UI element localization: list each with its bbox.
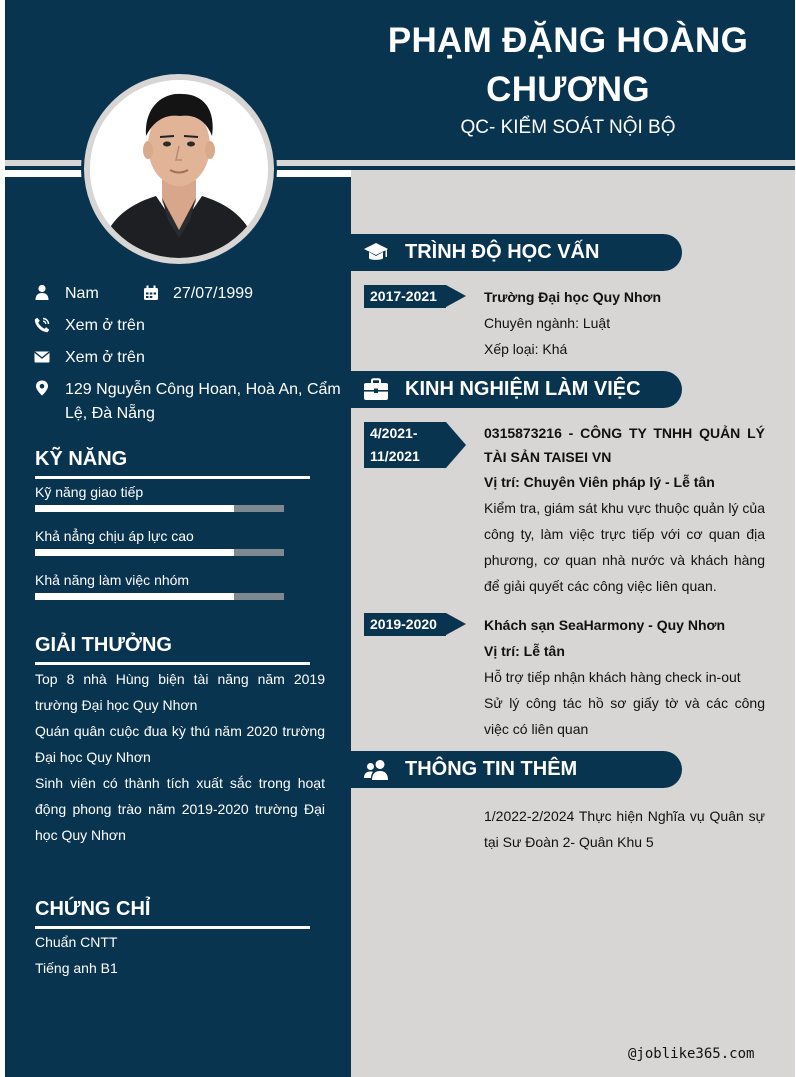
date-tag-arrow: [446, 285, 466, 307]
education-header: [351, 234, 682, 271]
certificate-item: Tiếng anh B1: [35, 960, 118, 976]
job-description: Kiểm tra, giám sát khu vực thuộc quản lý của công ty, làm việc trực tiếp với cơ quan địa phương, cơ quan nhà nước và khách hàng để giải quyết các công việc liên quan.: [484, 500, 765, 594]
date-tag-arrow: [446, 422, 466, 468]
award-item: Sinh viên có thành tích xuất sắc trong hoạt động phong trào năm 2019-2020 trường Đại học Quy Nhơn: [35, 775, 325, 843]
candidate-name: [370, 16, 766, 114]
award-item: Top 8 nhà Hùng biện tài năng năm 2019 trường Đại học Quy Nhơn: [35, 671, 325, 713]
experience-header: [351, 371, 682, 408]
certificates-list: [35, 929, 325, 981]
email-value: Xem ở trên: [65, 349, 145, 366]
job-date: 2019-2020: [364, 613, 446, 636]
users-icon: [363, 758, 389, 782]
address-value: [65, 378, 345, 426]
calendar-icon: [143, 285, 159, 301]
job-entry: [484, 421, 765, 599]
skill-label: Kỹ năng giao tiếp: [35, 484, 144, 500]
job-date: [364, 422, 446, 468]
job-entry: [484, 612, 765, 742]
skill-label: Khả nẳng chịu áp lực cao: [35, 528, 194, 544]
address-line-2: Lệ, Đà Nẵng: [65, 405, 155, 422]
date-tag-arrow: [446, 613, 466, 635]
address-line-1: 129 Nguyễn Công Hoan, Hoà An, Cẩm: [65, 381, 341, 398]
certificate-item: Chuẩn CNTT: [35, 934, 118, 950]
avatar-portrait-icon: [90, 80, 268, 258]
additional-title: THÔNG TIN THÊM: [405, 758, 578, 780]
job-description: Sử lý công tác hồ sơ giấy tờ và các công việc có liên quan: [484, 695, 765, 737]
phone-value: Xem ở trên: [65, 317, 145, 334]
awards-list: [35, 666, 325, 848]
name-line-1: PHẠM ĐẶNG HOÀNG: [387, 21, 749, 60]
experience-title: KINH NGHIỆM LÀM VIỆC: [405, 378, 641, 400]
user-icon: [34, 284, 50, 300]
email-icon: [34, 349, 50, 365]
awards-rule: [35, 662, 310, 665]
award-item: Quán quân cuộc đua kỳ thú năm 2020 trường Đại học Quy Nhơn: [35, 723, 325, 765]
job-date-line-2: 11/2021: [370, 448, 420, 464]
education-date: 2017-2021: [364, 285, 446, 308]
avatar: [90, 80, 268, 258]
skill-bar: [35, 593, 284, 600]
skill-bar: [35, 505, 284, 512]
job-position: Vị trí: Chuyên Viên pháp lý - Lễ tân: [484, 474, 715, 490]
location-pin-icon: [34, 380, 50, 396]
major: Chuyên ngành: Luật: [484, 315, 611, 331]
gender-value: Nam: [65, 285, 99, 302]
job-company: 0315873216 - CÔNG TY TNHH QUẢN LÝ TÀI SẢN TAISEI VN: [484, 425, 765, 465]
birthday-value: 27/07/1999: [173, 285, 254, 302]
grade: Xếp loại: Khá: [484, 341, 568, 357]
job-date-line-1: 4/2021-: [370, 425, 418, 441]
skill-bar-fill: [35, 593, 234, 600]
job-description: Hỗ trợ tiếp nhận khách hàng check in-out: [484, 669, 741, 685]
education-entry: [484, 284, 765, 362]
skill-bar: [35, 549, 284, 556]
job-position: Vị trí: Lễ tân: [484, 643, 565, 659]
certificates-heading: CHỨNG CHỈ: [35, 898, 151, 920]
job-title: QC- KIỂM SOÁT NỘI BỘ: [460, 117, 676, 138]
school-name: Trường Đại học Quy Nhơn: [484, 289, 662, 305]
additional-header: [351, 751, 682, 788]
briefcase-icon: [363, 378, 389, 402]
skills-rule: [35, 476, 310, 479]
job-company: Khách sạn SeaHarmony - Quy Nhơn: [484, 617, 726, 633]
education-title: TRÌNH ĐỘ HỌC VẤN: [405, 241, 600, 263]
graduation-cap-icon: [363, 241, 389, 265]
watermark: @joblike365.com: [628, 1046, 755, 1062]
skill-bar-fill: [35, 505, 234, 512]
skill-bar-fill: [35, 549, 234, 556]
skill-label: Khả năng làm việc nhóm: [35, 572, 190, 588]
phone-icon: [34, 317, 50, 333]
additional-text: 1/2022-2/2024 Thực hiện Nghĩa vụ Quân sự tại Sư Đoàn 2- Quân Khu 5: [484, 808, 765, 850]
skills-heading: KỸ NĂNG: [35, 448, 128, 470]
name-line-2: CHƯƠNG: [486, 70, 650, 109]
awards-heading: GIẢI THƯỞNG: [35, 634, 172, 656]
